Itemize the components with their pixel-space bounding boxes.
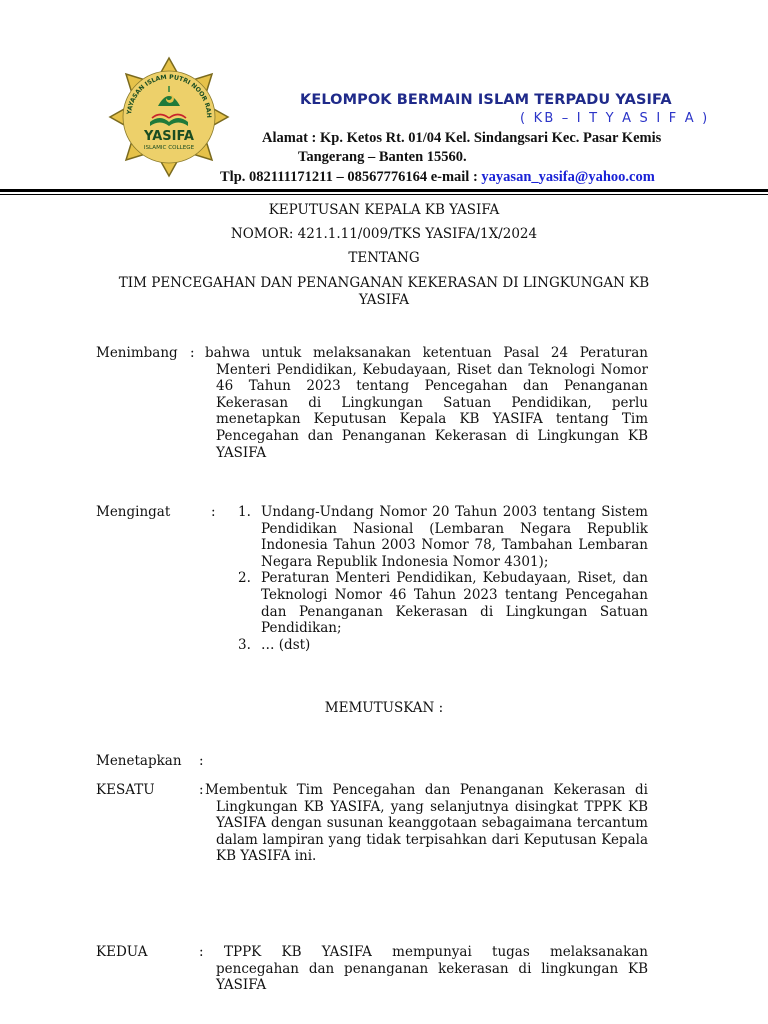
menetapkan-label: Menetapkan (96, 753, 182, 769)
contact-phones: Tlp. 082111171211 – 08567776164 e-mail : (220, 169, 482, 185)
list-item-number: 1. (238, 504, 251, 520)
kesatu-text: Membentuk Tim Pencegahan dan Penanganan Kekerasan di Lingkungan KB YASIFA, yang selanjutnya disingkat TPPK KB YASIFA dengan susunan keanggotaan sebagaimana tercantum dalam lampiran yang tidak terpisahkan dari Keputusan Kepala KB YASIFA ini. (205, 782, 648, 865)
menimbang-colon: : (190, 345, 195, 361)
mengingat-label: Mengingat (96, 504, 171, 520)
mengingat-colon: : (211, 504, 216, 520)
yasifa-logo (108, 56, 230, 178)
address-line-2: Tangerang – Banten 15560. (298, 149, 467, 165)
decree-title: KEPUTUSAN KEPALA KB YASIFA (268, 202, 500, 218)
memutuskan-heading: MEMUTUSKAN : (324, 700, 444, 716)
kesatu-label: KESATU (96, 782, 155, 798)
contact-line (220, 169, 655, 186)
letterhead-rule-thick (0, 189, 768, 192)
kedua-colon: : (199, 944, 204, 960)
address-line-1: Alamat : Kp. Ketos Rt. 01/04 Kel. Sindangsari Kec. Pasar Kemis (262, 130, 662, 146)
menetapkan-colon: : (199, 753, 204, 769)
email-link[interactable]: yayasan_yasifa@yahoo.com (481, 169, 655, 185)
menimbang-label: Menimbang (96, 345, 178, 361)
kedua-text: TPPK KB YASIFA mempunyai tugas melaksanakan pencegahan dan penanganan kekerasan di lingkungan KB YASIFA (216, 944, 648, 994)
list-item-text: … (dst) (261, 636, 311, 653)
organization-subtitle: ( KB – I T Y A S I F A ) (520, 111, 710, 126)
decree-number: NOMOR: 421.1.11/009/TKS YASIFA/1X/2024 (230, 226, 538, 242)
list-item (238, 637, 648, 654)
logo-tagline: ISLAMIC COLLEGE (143, 145, 195, 151)
list-item (238, 504, 648, 570)
menimbang-text: bahwa untuk melaksanakan ketentuan Pasal 24 Peraturan Menteri Pendidikan, Kebudayaan, Riset dan Teknologi Nomor 46 Tahun 2023 tentang Pencegahan dan Penanganan Kekerasan di Lingkungan Satuan Pendidikan, perlu menetapkan Keputusan Kepala KB YASIFA tentang Tim Pencegahan dan Penanganan Kekerasan di Lingkungan KB YASIFA (205, 345, 648, 461)
list-item-text: Peraturan Menteri Pendidikan, Kebudayaan, Riset, dan Teknologi Nomor 46 Tahun 2023 tentang Pencegahan dan Penanganan Kekerasan di Lingkungan Satuan Pendidikan; (261, 570, 648, 637)
list-item-text: Undang-Undang Nomor 20 Tahun 2003 tentang Sistem Pendidikan Nasional (Lembaran Negara Republik Indonesia Tahun 2003 Nomor 78, Tambahan Lembaran Negara Republik Indonesia Nomor 4301); (261, 504, 648, 570)
list-item-number: 3. (238, 636, 251, 653)
letterhead-rule-thin (0, 194, 768, 195)
logo-name: YASIFA (144, 129, 194, 144)
organization-name: KELOMPOK BERMAIN ISLAM TERPADU YASIFA (300, 92, 672, 108)
list-item-number: 2. (238, 570, 251, 587)
yasifa-logo-emblem (108, 56, 230, 178)
kedua-label: KEDUA (96, 944, 148, 960)
list-item (238, 570, 648, 636)
kesatu-colon: : (199, 782, 204, 798)
logo-ring-text: YAYASAN ISLAM PUTRI NOOR RAH (126, 73, 213, 119)
mengingat-list (238, 504, 648, 653)
decree-about: TENTANG (348, 250, 420, 266)
decree-subject: TIM PENCEGAHAN DAN PENANGANAN KEKERASAN DI LINGKUNGAN KB YASIFA (118, 275, 650, 308)
